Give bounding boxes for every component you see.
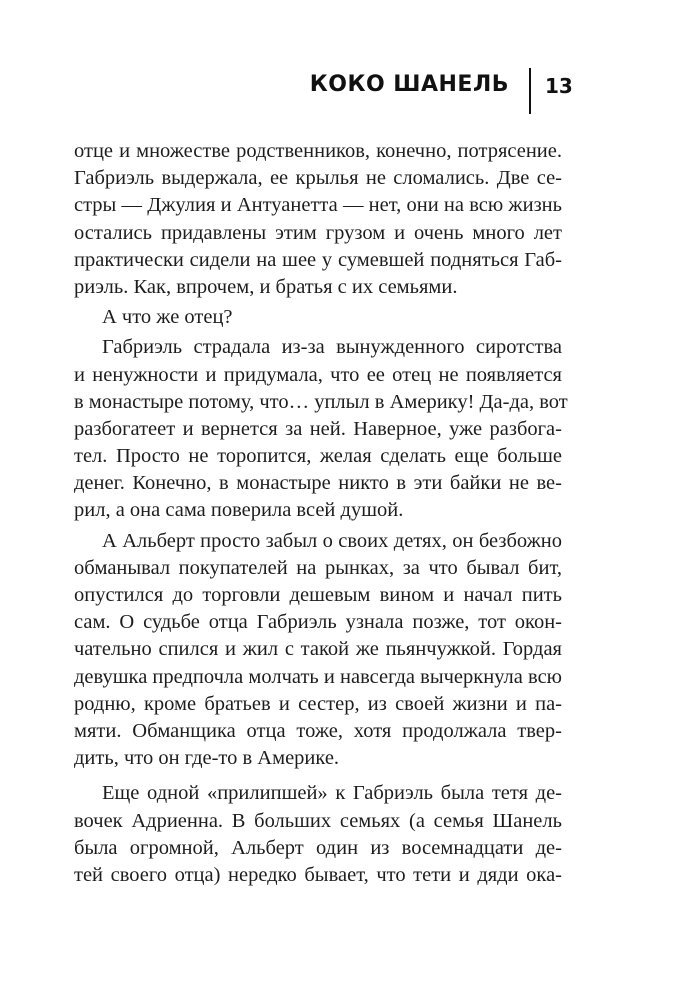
text-line: А что же отец? [102, 306, 233, 329]
body-text [74, 138, 568, 889]
text-line: практически сидели на шее у сумевшей подняться Габ- [74, 248, 562, 271]
text-line: опустился до торговли дешевым вином и начал пить [74, 584, 562, 606]
text-line: остались придавлены этим грузом и очень много лет [74, 221, 562, 244]
text-line: отце и множестве родственников, конечно, потрясение. [74, 140, 562, 162]
text-line: чательно спился и жил с такой же пьянчужкой. Гордая [74, 638, 562, 661]
text-line: вочек Адриенна. В больших семьях (а семья Шанель [74, 809, 562, 832]
text-line: родню, кроме братьев и сестер, из своей жизни и па- [74, 692, 562, 715]
text-line: в монастыре потому, что… уплыл в Америку! Да-да, вот [74, 390, 568, 413]
paragraph [74, 304, 562, 331]
text-line: обманывал покупателей на рынках, за что бывал бит, [74, 556, 562, 579]
text-line: денег. Конечно, в монастыре никто в эти байки не ве- [74, 472, 562, 495]
header-divider [529, 68, 531, 114]
text-line: Габриэль страдала из-за вынужденного сиротства [102, 336, 562, 359]
paragraph [74, 334, 568, 524]
page-number: 13 [545, 74, 573, 98]
paragraph [74, 528, 562, 773]
text-line: тел. Просто не торопится, желая сделать еще больше [74, 445, 562, 468]
text-line: рил, а она сама поверила всей душой. [74, 499, 404, 522]
text-line: риэль. Как, впрочем, и братья с их семьями. [74, 275, 458, 298]
text-line: тей своего отца) нередко бывает, что тети и дяди ока- [74, 863, 562, 886]
running-header-title: КОКО ШАНЕЛЬ [309, 72, 509, 97]
text-line: мяти. Обманщика отца тоже, хотя продолжала твер- [74, 719, 562, 742]
text-line: девушка предпочла молчать и навсегда вычеркнула всю [74, 665, 562, 688]
text-line: стры — Джулия и Антуанетта — нет, они на всю жизнь [74, 194, 562, 217]
text-line: Габриэль выдержала, ее крылья не сломались. Две се- [74, 167, 562, 190]
paragraph [74, 780, 562, 889]
text-line: А Альберт просто забыл о своих детях, он безбожно [102, 529, 562, 552]
text-line: Еще одной «прилипшей» к Габриэль была тетя де- [102, 782, 562, 805]
text-line: дить, что он где-то в Америке. [74, 747, 340, 770]
text-line: и ненужности и придумала, что ее отец не появляется [74, 363, 562, 386]
text-line: сам. О судьбе отца Габриэль узнала позже, тот окон- [74, 611, 562, 634]
text-line: была огромной, Альберт один из восемнадцати де- [74, 836, 562, 859]
text-line: разбогатеет и вернется за ней. Наверное, уже разбога- [74, 417, 562, 440]
paragraph [74, 138, 562, 301]
